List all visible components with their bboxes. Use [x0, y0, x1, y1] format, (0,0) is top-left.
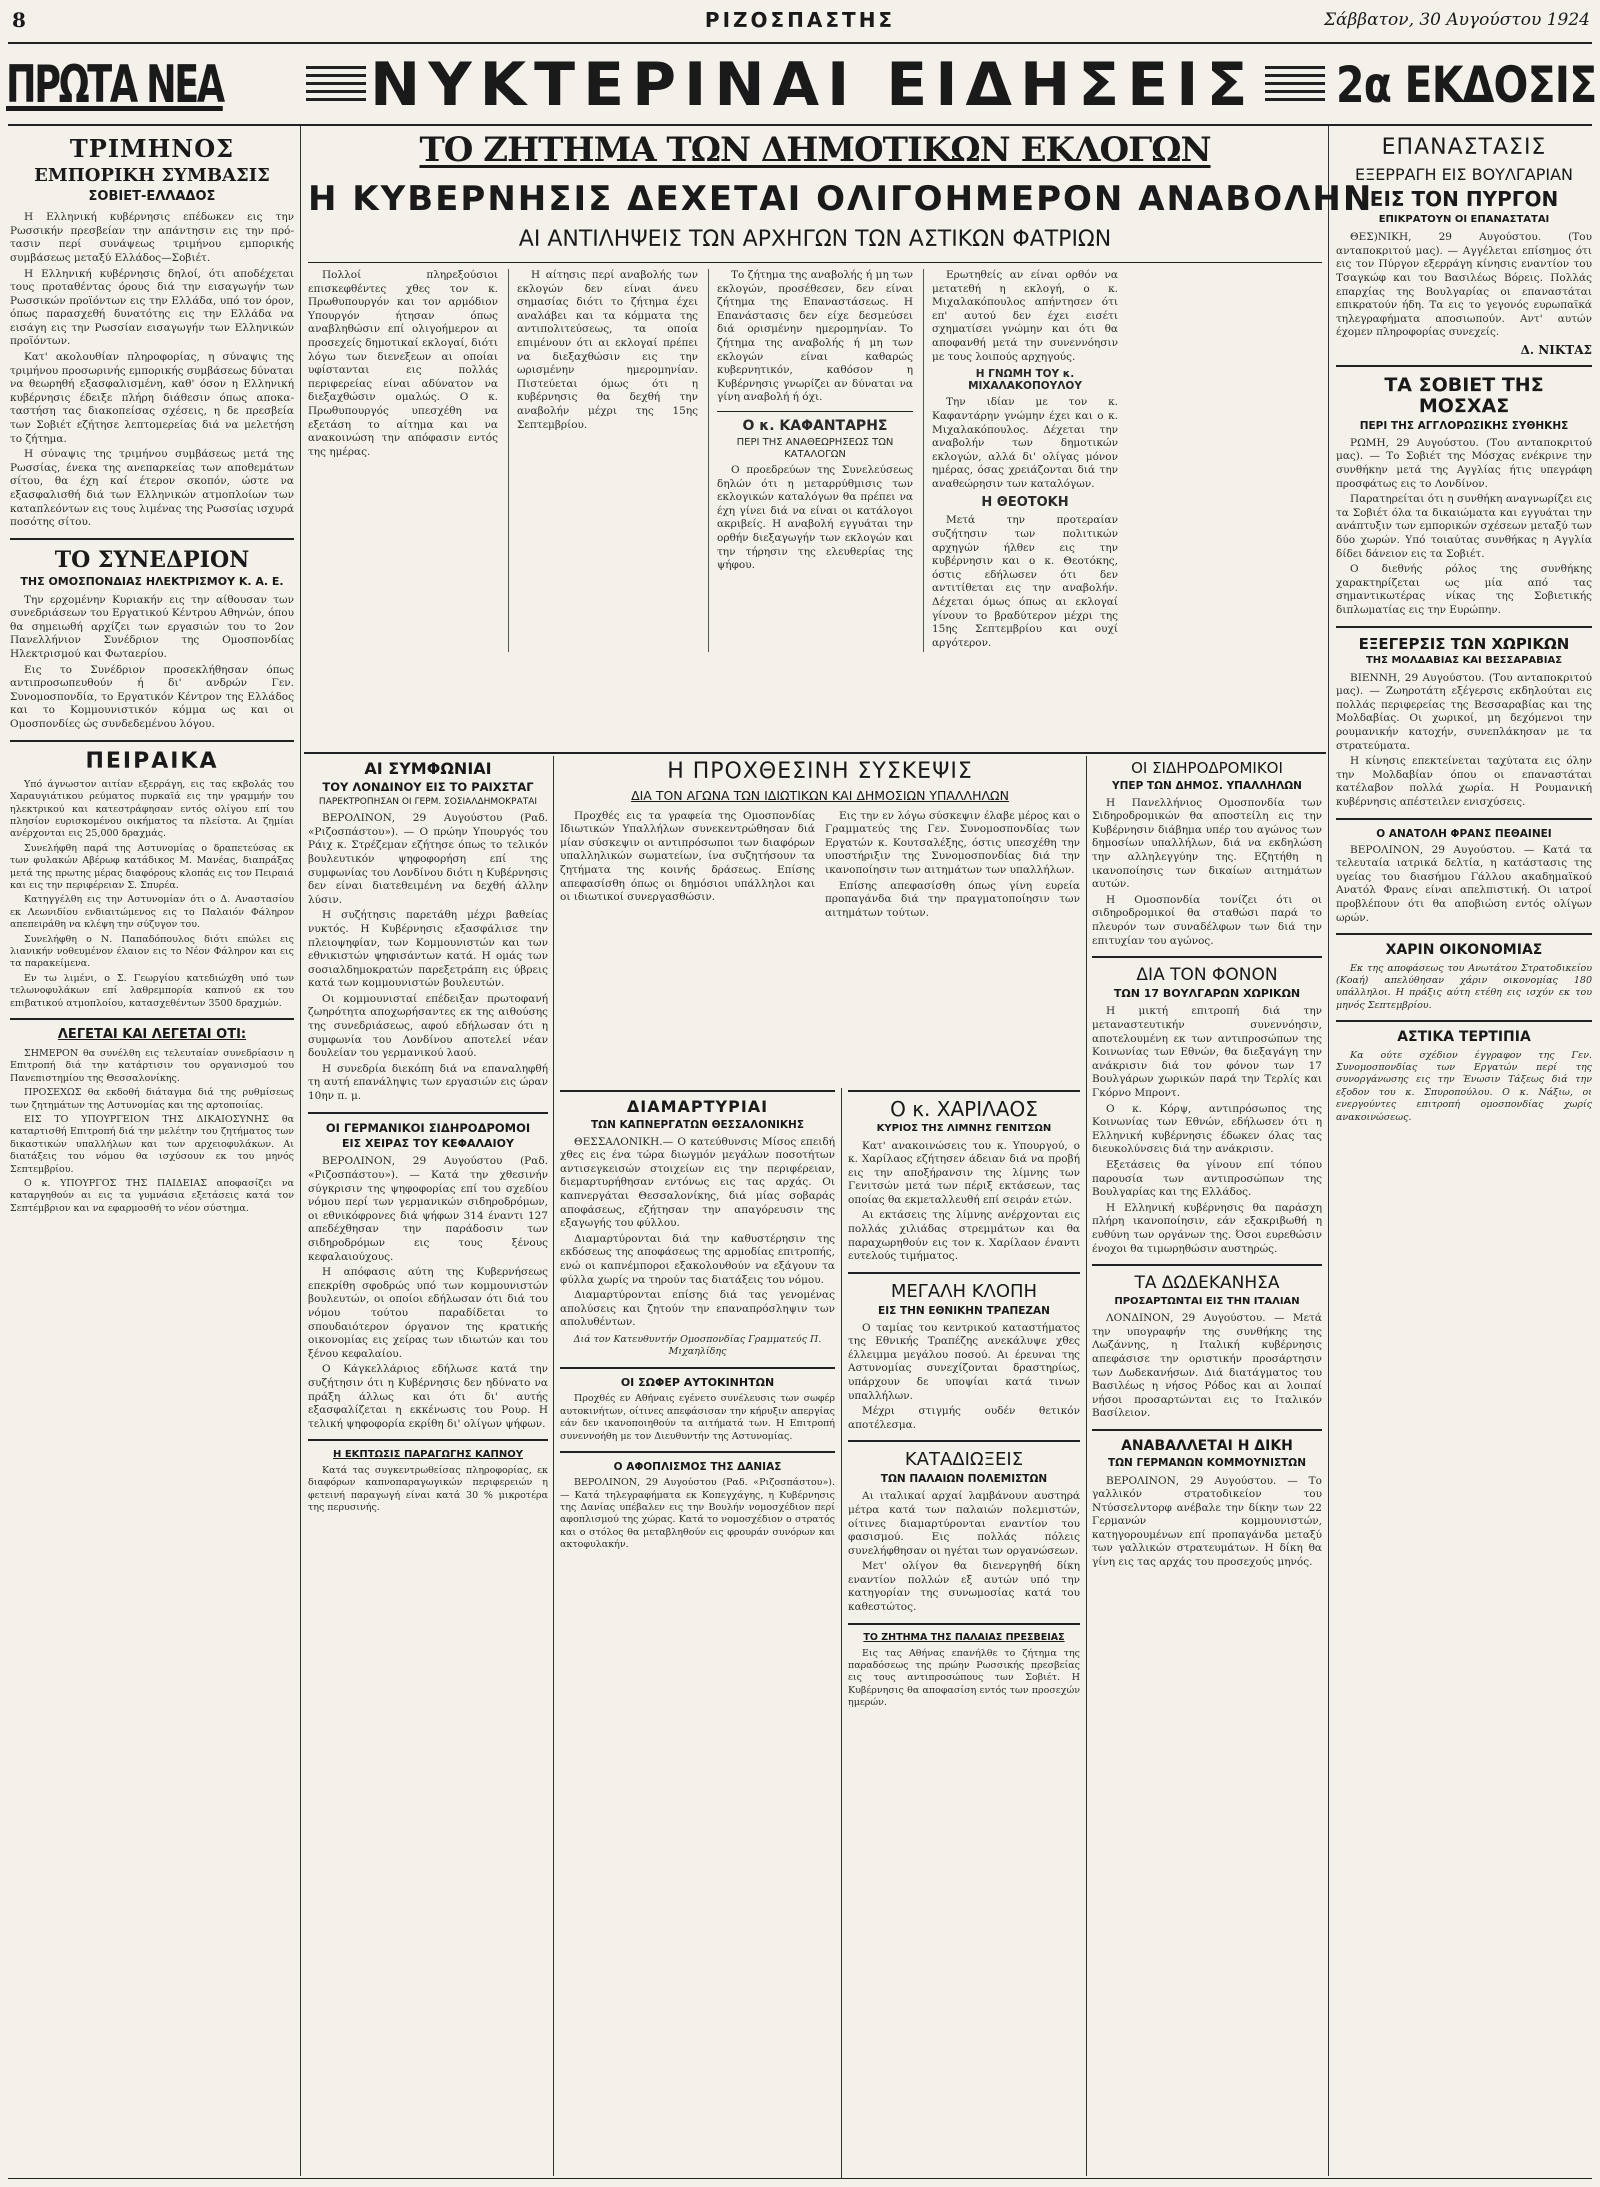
subheadline: ΑΙ ΑΝΤΙΛΗΨΕΙΣ ΤΩΝ ΑΡΧΗΓΩΝ ΤΩΝ ΑΣΤΙΚΩΝ ΦΑΤΡΙΩΝ	[518, 226, 1112, 252]
paragraph: Επίσης απεφασίσθη όπως γίνη ευρεία προπαγάνδα διά την πραγματοποίησιν των αιτημάτων τούτων.	[825, 879, 1080, 919]
banner-left: ΠΡΩΤΑ ΝΕΑ	[6, 55, 223, 115]
anatole-france-article	[1336, 828, 1592, 926]
subheadline: ΕΠΙΚΡΑΤΟΥΝ ΟΙ ΕΠΑΝΑΣΤΑΤΑΙ	[1378, 213, 1550, 225]
headline: ΤΑ ΔΩΔΕΚΑΝΗΣΑ	[1134, 1273, 1280, 1294]
headline: ΤΟ ΣΥΝΕΔΡΙΟΝ	[54, 546, 250, 573]
divider	[10, 538, 294, 540]
headline: Η ΠΡΟΧΘΕΣΙΝΗ ΣΥΣΚΕΨΙΣ	[667, 759, 973, 784]
paragraph: Η μικτή επιτροπή διά την μεταναστευτικήν συνεννόησιν, αποτελουμένη εκ των αντιπροσώπων της Κοινωνίας των Εθνών, θα διεξαγάγη την ανάκρισιν διά τον φόνον των 17 Βουλγάρων χωρικών παρά την Τερλίς και Γκόρνο Μπροντ.	[1092, 1005, 1322, 1099]
left-column	[10, 130, 294, 2180]
paragraph: Ο κ. Κόρψ, αντιπρόσωπος της Κοινωνίας των Εθνών, εδήλωσεν ότι η Ελληνική κυβέρνησις έδωκεν όλας τας διευκολύνσεις διά την ανάκρισιν.	[1092, 1102, 1322, 1156]
column-rule-1	[300, 126, 301, 2176]
top-story-rule	[304, 752, 1326, 754]
paragraph: ΒΕΡΟΛΙΝΟΝ, 29 Αυγούστου. — Το γαλλικόν στρατοδικείον του Ντύσσελντορφ ανέβαλε την δίκην των 22 Γερμανών κομμουνιστών, κατηγορουμένων επί προπαγάνδα μεταξύ των γαλλικών στρατευμάτων. Η δίκη θα γίνη εις τας αρχάς του προσεχούς μηνός.	[1092, 1474, 1322, 1569]
divider	[1092, 956, 1322, 958]
headline: ΕΙΣ ΤΟΝ ΠΥΡΓΟΝ	[1369, 186, 1559, 211]
paragraph: Εις το Συνέδριον προσεκλήθησαν όπως αντιπροσωπευθούν ή δι' ανδρών Γεν. Συνομοσπονδία, το Εργατικόν Κέντρον της Ελλάδος και το Κομμουνιστικόν κόμμα ως και οι Ομοσπονδίες ώς συνδεδεμένου λόγου.	[10, 663, 294, 730]
subheadline: ΤΩΝ ΚΑΠΝΕΡΓΑΤΩΝ ΘΕΣΣΑΛΟΝΙΚΗΣ	[591, 1118, 804, 1131]
paragraph: Η κίνησις επεκτείνεται ταχύτατα εις όλην την Μολδαβίαν όπου οι επαναστάται κατέλαβον πολλά χωρία. Η Ρουμανική κυβέρνησις απέστειλεν ενισχύσεις.	[1336, 755, 1592, 808]
subheadline: ΚΥΡΙΟΣ ΤΗΣ ΛΙΜΝΗΣ ΓΕΝΙΤΣΩΝ	[876, 1123, 1052, 1134]
divider	[308, 1439, 548, 1441]
civic-tricks-article	[1336, 1030, 1592, 1124]
piraeus-article	[10, 750, 294, 1011]
paragraph: Η συνεδρία διεκόπη διά να επαναληφθή τη αυτή επανάληψις των εργασιών εις ώραν 10ην π. μ.	[308, 1062, 548, 1103]
embassy-article	[848, 1633, 1080, 1710]
subheadline: ΔΙΑ ΤΟΝ ΑΓΩΝΑ ΤΩΝ ΙΔΙΩΤΙΚΩΝ ΚΑΙ ΔΗΜΟΣΙΩΝ ΥΠΑΛΛΗΛΩΝ	[631, 788, 1009, 804]
subheadline: ΤΩΝ ΓΕΡΜΑΝΩΝ ΚΟΜΜΟΥΝΙΣΤΩΝ	[1107, 1457, 1307, 1470]
headline: ΟΙ ΓΕΡΜΑΝΙΚΟΙ ΣΙΔΗΡΟΔΡΟΜΟΙ	[325, 1120, 531, 1135]
subheadline: ΤΗΣ ΜΟΛΔΑΒΙΑΣ ΚΑΙ ΒΕΣΣΑΡΑΒΙΑΣ	[1365, 655, 1563, 667]
denmark-article	[560, 1461, 835, 1552]
meeting-article	[560, 760, 1080, 1085]
divider	[1092, 1429, 1322, 1431]
divider	[848, 1272, 1080, 1274]
headline: ΤΟ ΖΗΤΗΜΑ ΤΩΝ ΔΗΜΟΤΙΚΩΝ ΕΚΛΟΓΩΝ	[419, 130, 1211, 170]
paragraph: Η συζήτησις παρετάθη μέχρι βαθείας νυκτός. Η Κυβέρνησις εξασφάλισε την πλειοψηφίαν, των Κομμουνιστών και των εθνικιστών ψηφισάντων κατά. Η ομάς των σοσιαλδημοκρατών παρεξετράπη εις ύβρεις κατά των κομμουνιστών βουλευτών.	[308, 909, 548, 990]
subheadline: ΠΕΡΙ ΤΗΣ ΑΓΓΛΟΡΩΣΙΚΗΣ ΣΥΘΗΚΗΣ	[1359, 419, 1569, 432]
divider	[717, 411, 913, 412]
paragraph: Η Ελληνική κυβέρνησις θα παράσχη πλήρη ικανοποίησιν, εάν εξακριβωθή η ευθύνη των οργάνων της. Όσοι ευρεθώσιν ένοχοι θα τιμωρηθώσιν αυστηρώς.	[1092, 1201, 1322, 1255]
paragraph: Εν τω λιμένι, ο Σ. Γεωργίου κατεδιώχθη υπό των τελωνοφυλάκων επί λαθρεμπορία καπνού εκ του επιβατικού ατμοπλοίου, κατασχεθέντων 3500 δραχμών.	[10, 972, 294, 1009]
paragraph: Κατά τας συγκεντρωθείσας πληροφορίας, εκ διαφόρων καπνοπαραγωγικών περιφερειών η φετεινή παραγωγή είναι κατά 30 % μικροτέρα της περυσινής.	[308, 1464, 548, 1514]
paragraph: Προχθές εν Αθήναις εγένετο συνέλευσις των σωφέρ αυτοκινήτων, οίτινες απεφάσισαν την κήρυξιν απεργίας εάν δεν ικανοποιηθούν τα αιτήματά των. Η Επιτροπή συνεννοήθη με τον Διευθυντήν της Αστυνομίας.	[560, 1393, 835, 1442]
headline: ΑΣΤΙΚΑ ΤΕΡΤΙΠΙΑ	[1397, 1029, 1531, 1046]
headline: ΤΑ ΣΟΒΙΕΤ ΤΗΣ ΜΟΣΧΑΣ	[1384, 374, 1544, 417]
headline: ΟΙ ΣΙΔΗΡΟΔΡΟΜΙΚΟΙ	[1131, 759, 1283, 777]
paragraph: ΒΕΡΟΛΙΝΟΝ, 29 Αυγούστου (Ραδ. «Ριζοσπάστου»). — Κατά τηλεγραφήματα εκ Κοπεγχάγης, η Κυβέρνησις της Δανίας υπέβαλεν εις την Βουλήν νομοσχέδιον περί αφοπλισμού της χώρας. Κατά το νομοσχέδιον ο στρατός και ο στόλος θα μεταβληθούν εις φρουράν συνόρων και ακτοφυλακήν.	[560, 1477, 835, 1551]
paragraph: Η Ελληνική κυβέρνησις δηλοί, ότι αποδέχεται τους προταθέντας όρους διά την εισαγωγήν των Ρωσσικών προϊόντων εις την Ελλάδα, υπό τον όρον, όπως παρασχεθή δυνατότης εις την Ελλάδα να εισάγη εις την Ρωσσίαν εισαγωγήν των Ελληνικών προϊόντων.	[10, 267, 294, 348]
paragraph: ΒΕΡΟΛΙΝΟΝ, 29 Αυγούστου (Ραδ. «Ριζοσπάστου»). — Ο πρώην Υπουργός του Ράιχ κ. Στρέζεμαν εζήτησε όπως το τελικόν βουλευτικόν ψηφοφορήση επί της συμφωνίας του Λονδίνου διότι η Κυβέρνησις δεν είναι διατεθειμένη να δεχθή άλλην λύσιν.	[308, 812, 548, 906]
banner-center: ΝΥΚΤΕΡΙΝΑΙ ΕΙΔΗΣΕΙΣ	[370, 50, 1256, 120]
headline: Η ΚΥΒΕΡΝΗΣΙΣ ΔΕΧΕΤΑΙ ΟΛΙΓΟΗΜΕΡΟΝ ΑΝΑΒΟΛΗΝ	[308, 179, 1374, 220]
paragraph: Η Ομοσπονδία τονίζει ότι οι σιδηροδρομικοί θα σταθώσι παρά το πλευρόν των συναδέλφων των διά την επιτυχίαν του αγώνος.	[1092, 893, 1322, 947]
subheadline: ΤΟΥ ΛΟΝΔΙΝΟΥ ΕΙΣ ΤΟ ΡΑΙΧΣΤΑΓ	[322, 779, 534, 794]
paragraph: ΒΕΡΟΛΙΝΟΝ, 29 Αυγούστου (Ραδ. «Ριζοσπάστου»). — Κατά την χθεσινήν σύγκρισιν της ψηφοφορίας επί του σχεδίου νόμου περί των γερμανικών σιδηροδρόμων, οι εθνικόφρονες διά ψήφων 314 έναντι 127 απεδέχθησαν την παράδοσιν των σιδηροδρόμων εις τους ξένους κεφαλαιούχους.	[308, 1155, 548, 1263]
paragraph: ΣΗΜΕΡΟΝ θα συνέλθη εις τελευταίαν συνεδρίασιν η Επιτροπή διά την κατάρτισιν του οργανισμού του Πανεπιστημίου της Θεσσαλονίκης.	[10, 1047, 294, 1084]
paragraph: Εκ της αποφάσεως του Ανωτάτου Στρατοδικείου (Κοαή) απελύθησαν χάριν οικονομίας 180 υπάλληλοι. Η πράξις αύτη ετέθη εις ισχύν εκ του μηνός Σεπτεμβρίου.	[1336, 962, 1592, 1011]
paragraph: Ο Κάγκελλάριος εδήλωσε κατά την συζήτησιν ότι η Κυβέρνησις δεν ηδύνατο να πράξη άλλως και ότι δι' αυτής εξασφαλίζεται η εκκένωσις του Ρουρ. Η τελική ψηφοφορία εκρίθη δι' ολίγων ψήφων.	[308, 1363, 548, 1430]
divider	[308, 1112, 548, 1114]
paragraph: Μέχρι στιγμής ουδέν θετικόν αποτέλεσμα.	[848, 1405, 1080, 1431]
paragraph: Η Πανελλήνιος Ομοσπονδία των Σιδηροδρομικών θα αποστείλη εις την Κυβέρνησιν διάβημα υπέρ του αγώνος των δημοσίων υπαλλήλων, διά να εκδηλώση την αλληλεγγύην της. Εζητήθη η ικανοποίησις των δικαίων αιτημάτων αυτών.	[1092, 796, 1322, 891]
paragraph: Διαμαρτύρονται επίσης διά τας γενομένας απολύσεις και ζητούν την επαναπρόσληψιν των απολυθέντων.	[560, 1289, 835, 1329]
paper-name: ΡΙΖΟΣΠΑΣΤΗΣ	[704, 8, 896, 32]
headline: Η ΕΚΠΤΩΣΙΣ ΠΑΡΑΓΩΓΗΣ ΚΑΠΝΟΥ	[332, 1449, 524, 1461]
divider	[560, 1367, 835, 1369]
divider	[848, 1090, 1080, 1092]
headline: Η ΘΕΟΤΟΚΗ	[981, 494, 1069, 510]
divider	[1092, 1264, 1322, 1266]
divider	[10, 1018, 294, 1020]
divider	[560, 1451, 835, 1453]
rumors-article	[10, 1028, 294, 1215]
subheadline: ΤΗΣ ΟΜΟΣΠΟΝΔΙΑΣ ΗΛΕΚΤΡΙΣΜΟΥ Κ. Α. Ε.	[20, 574, 284, 588]
paragraph: Η σύναψις της τριμήνου συμβάσεως μετά της Ρωσσίας, ένεκα της ανεπαρκείας των αποθεμάτων σίτου, θα έχη καί έτερον σκοπόν, ώστε να εξασφαλισθή διά των Ελληνικών ατμοπλοίων των καταπλεόντων εις τους λιμένας της Ρωσσίας ισχυρά ποσότης σίτου.	[10, 448, 294, 529]
headline: ΛΕΓΕΤΑΙ ΚΑΙ ΛΕΓΕΤΑΙ ΟΤΙ:	[57, 1027, 247, 1043]
divider	[848, 1440, 1080, 1442]
divider	[848, 1623, 1080, 1625]
paragraph: ΒΕΡΟΛΙΝΟΝ, 29 Αυγούστου. — Κατά τα τελευταία ιατρικά δελτία, η κατάστασις της υγείας του διασήμου Γάλλου ακαδημαϊκού Ανατόλ Φρανς είναι απελπιστική. Οι ιατροί προβλέπουν ότι θα αποβιώση εντός ολίγων ωρών.	[1336, 843, 1592, 924]
subheadline: ΠΡΟΣΑΡΤΩΝΤΑΙ ΕΙΣ ΤΗΝ ΙΤΑΛΙΑΝ	[1114, 1295, 1300, 1307]
headline: ΕΠΑΝΑΣΤΑΣΙΣ	[1381, 135, 1547, 160]
paragraph: Οι κομμουνισταί επέδειξαν πρωτοφανή ζωηρότητα αποχωρήσαντες εκ της αιθούσης της συνεδριάσεως, αφού εδήλωσαν ότι η συμφωνία του Λονδίνου αποτελεί νέαν δουλείαν του γερμανικού λαού.	[308, 992, 548, 1060]
german-railways-article	[308, 1122, 548, 1432]
subheadline: ΠΕΡΙ ΤΗΣ ΑΝΑΘΕΩΡΗΣΕΩΣ ΤΩΝ ΚΑΤΑΛΟΓΩΝ	[736, 437, 894, 460]
headline: Η ΓΝΩΜΗ ΤΟΥ κ. ΜΙΧΑΛΑΚΟΠΟΥΛΟΥ	[968, 368, 1082, 393]
paragraph: Προχθές εις τα γραφεία της Ομοσπονδίας Ιδιωτικών Υπαλλήλων συνεκεντρώθησαν διά μίαν σύσκεψιν οι αντιπρόσωποι των διαφόρων υπαλληλικών σωματείων, ίνα συζητήσουν τα ζητήματα της κοινής δράσεως. Επίσης απεφασίσθη όπως οι δημόσιοι υπάλληλοι και οι ιδιωτικοί συνεργασθώσιν.	[560, 809, 815, 904]
paragraph: Ερωτηθείς αν είναι ορθόν να μετατεθή η εκλογή, ο κ. Μιχαλακόπουλος απήντησεν ότι επ' αυτού δεν έχει εισέτι σχηματίσει γνώμην και ότι θα αποφανθή μετά την συνεννόησιν με τους λοιπούς αρχηγούς.	[932, 269, 1118, 363]
headline: ΑΙ ΣΥΜΦΩΝΙΑΙ	[364, 759, 492, 778]
congress-article	[10, 548, 294, 732]
story-column	[508, 269, 698, 652]
paragraph: Το ζήτημα της αναβολής ή μη των εκλογών, προσέθεσεν, δεν είναι ζήτημα της Επαναστάσεως. Η Επανάστασις δεν είχε δεσμεύσει διά ορισμένην ημερομηνίαν. Το ζήτημα της αναβολής ή μη των εκλογών είναι καθαρώς κυβερνητικόν, καθόσον η Κυβέρνησις γνωρίζει αν δύναται να γίνη αναβολή ή όχι.	[717, 269, 913, 404]
headline: ΤΟ ΖΗΤΗΜΑ ΤΗΣ ΠΑΛΑΙΑΣ ΠΡΕΣΒΕΙΑΣ	[863, 1631, 1065, 1643]
paragraph: ΛΟΝΔΙΝΟΝ, 29 Αυγούστου. — Μετά την υπογραφήν της συνθήκης της Λωζάννης, η Ιταλική κυβέρνησις απεφάσισε την οριστικήν προσάρτησιν των Δωδεκανήσων. Διά διατάγματος του Βασιλέως η νήσος Ρόδος και αι λοιπαί νήσοι προσαρτώνται εις το Ιταλικόν Βασίλειον.	[1092, 1312, 1322, 1420]
signature: Διά τον Κατευθυντήν Ομοσπονδίας Γραμματεύς Π. Μιχαηλίδης	[573, 1333, 822, 1358]
subheadline: ΣΟΒΙΕΤ-ΕΛΛΑΔΟΣ	[88, 189, 216, 205]
column-rule-d	[1086, 756, 1087, 2176]
column-rule-c	[841, 1088, 842, 2178]
paragraph: Εξετάσεις θα γίνουν επί τόπου παρουσία των αντιπροσώπων της Βουλγαρίας και της Ελλάδος.	[1092, 1158, 1322, 1199]
drivers-article	[560, 1377, 835, 1443]
paragraph: Διαμαρτύρονται διά την καθυστέρησιν της εκδόσεως της αποφάσεως της αρμοδίας επιτροπής, ενώ οι καπνέμποροι εξακολουθούν να εξάγουν τα φύλλα χωρίς να τηρούν τας διατάξεις του νόμου.	[560, 1232, 835, 1286]
subheadline: ΠΑΡΕΚΤΡΟΠΗΣΑΝ ΟΙ ΓΕΡΜ. ΣΟΣΙΑΛΔΗΜΟΚΡΑΤΑΙ	[318, 796, 538, 807]
bank-theft-article	[848, 1282, 1080, 1433]
headline: Ο κ. ΧΑΡΙΛΑΟΣ	[890, 1097, 1038, 1121]
column-rule-2	[1328, 126, 1329, 2176]
subheadline: ΕΙΣ ΧΕΙΡΑΣ ΤΟΥ ΚΕΦΑΛΑΙΟΥ	[342, 1136, 514, 1150]
paragraph: Εις την εν λόγω σύσκεψιν έλαβε μέρος και ο Γραμματεύς της Γεν. Συνομοσπονδίας των Εργατών κ. Κουτσαλέξης, όστις υπεσχέθη την υποστήριξιν της Συνομοσπονδίας διά την ικανοποίησιν των αιτημάτων των υπαλλήλων.	[825, 809, 1080, 876]
paragraph: Κατηγγέλθη εις την Αστυνομίαν ότι ο Δ. Αναστασίου εκ Λεωνιδίου ενδιαιτώμενος εις το Παλαιόν Φάληρον απεπειράθη να κλέψη την σύζυγον του.	[10, 894, 294, 931]
paragraph: Η αίτησις περί αναβολής των εκλογών δεν είναι άνευ σημασίας διότι το ζήτημα έχει αναλάβει και τα κόμματα της αντιπολιτεύσεως, τα οποία επιμένουν ότι αι εκλογαί πρέπει να διεξαχθώσιν εις την ωρισμένην ημερομηνίαν. Πιστεύεται όμως ότι η κυβέρνησις θα δεχθή την αναβολήν μέχρι της 15ης Σεπτεμβρίου.	[517, 269, 698, 431]
paragraph: Ο διεθνής ρόλος της συνθήκης χαρακτηρίζεται ως μία από τας σημαντικωτέρας νίκας της Σοβιετικής διπλωματίας εις την Ευρώπην.	[1336, 563, 1592, 616]
divider	[308, 262, 1322, 263]
right-column	[1336, 130, 1592, 2180]
paragraph: Εις τας Αθήνας επανήλθε το ζήτημα της παραδόσεως της πρώην Ρωσσικής πρεσβείας εις τους αντιπροσώπους των Σοβιέτ. Η Κυβέρνησις θα αποφασίση εντός των προσεχών ημερών.	[848, 1647, 1080, 1709]
divider	[1336, 626, 1592, 628]
subheadline: ΤΩΝ ΠΑΛΑΙΩΝ ΠΟΛΕΜΙΣΤΩΝ	[880, 1473, 1048, 1486]
paragraph: Κατ' ανακοινώσεις του κ. Υπουργού, ο κ. Χαρίλαος εζήτησεν άδειαν διά να προβή εις την αποξήρανσιν της λίμνης των Γενιτσών μετά των πέριξ εκτάσεων, τας οποίας θα εκμεταλλευθή επί σειράν ετών.	[848, 1139, 1080, 1206]
murder-article	[1092, 966, 1322, 1256]
divider	[10, 740, 294, 742]
paragraph: Υπό άγνωστον αιτίαν εξερράγη, εις τας εκβολάς του Χαραυγιάτικου ρεύματος πυρκαϊά εις την γραμμήν του ηλεκτρικού και κατεστράφησαν εντός ολίγου επί του πλησίον ευρισκομένου οικήματος τα πλείστα. Αι ζημίαι ανέρχονται εις 25,000 δραχμάς.	[10, 778, 294, 840]
paragraph: ΒΙΕΝΝΗ, 29 Αυγούστου. (Του ανταποκριτού μας). — Ζωηροτάτη εξέγερσις εκδηλούται εις πολλάς περιφερείας της Βεσσαραβίας και της Μολδαβίας. Οι χωρικοί, μη δεχόμενοι την ρουμανικήν κατοχήν, συνεπλάκησαν με τα στρατεύματα.	[1336, 671, 1592, 752]
divider	[1336, 933, 1592, 935]
tobacco-article	[308, 1449, 548, 1514]
moscow-soviet-article	[1336, 375, 1592, 618]
headline: ΔΙΑ ΤΟΝ ΦΟΝΟΝ	[1136, 965, 1278, 986]
paragraph: ΠΡΟΣΕΧΩΣ θα εκδοθή διάταγμα διά της ρυθμίσεως των ζητημάτων της Αστυνομίας και της αρτοποιίας.	[10, 1087, 294, 1111]
masthead-rule	[8, 42, 1592, 44]
trade-agreement-article	[10, 136, 294, 530]
paragraph: Παρατηρείται ότι η συνθήκη αναγνωρίζει εις τα Σοβιέτ όλα τα δικαιώματα και εγγυάται την ανάπτυξιν των εμπορικών σχέσεων μεταξύ των δύο χωρών. Υπό τοιαύτας συνθήκας η Αγγλία δίδει δάνειον εις τα Σοβιέτ.	[1336, 493, 1592, 560]
story-column	[923, 269, 1118, 652]
center-col-c	[560, 1090, 835, 2180]
trial-article	[1092, 1439, 1322, 1570]
headline: ΚΑΤΑΔΙΩΞΕΙΣ	[904, 1449, 1024, 1471]
story-column	[308, 269, 498, 652]
center-col-d	[848, 1090, 1080, 2180]
tobacco-workers-article	[560, 1098, 835, 1359]
paragraph: Μετά την προτεραίαν συζήτησιν των πολιτικών αρχηγών ήλθεν εις την κυβέρνησιν και ο κ. Θεοτόκης, όστις εδήλωσεν ότι δεν αντιτίθεται εις την αναβολήν. Δέχεται όμως όπως αι εκλογαί γίνουν το βραδύτερον μέχρι της 15ης Σεπτεμβρίου και ουχί αργότερον.	[932, 514, 1118, 649]
london-agreements-article	[308, 760, 548, 1104]
paragraph: Αι εκτάσεις της λίμνης ανέρχονται εις πολλάς χιλιάδας στρεμμάτων και θα παραχωρηθούν εις τον κ. Χαρίλαον έναντι ευτελούς τιμήματος.	[848, 1209, 1080, 1263]
byline: Δ. ΝΙΚΤΑΣ	[1520, 343, 1592, 358]
center-col-b	[308, 760, 548, 2180]
divider	[1336, 365, 1592, 367]
paragraph: ΘΕΣ)ΝΙΚΗ, 29 Αυγούστου. (Του ανταποκριτού μας). — Αγγέλεται επίσημος ότι εις τον Πύργον εξερράγη κίνησις εναντίον του Τσαγκώφ και του Βασιλέως Βόρεις. Πολλάς επαρχίας της Βουλγαρίας οι επαναστάται επικρατούν ήδη. Τα εις το γεγονός ευρωπαϊκά τηλεγραφήματα αποσιωπούν. Αντ' αυτών έχομεν πληροφορίας συνεχείς.	[1336, 231, 1592, 339]
paragraph: ΘΕΣΣΑΛΟΝΙΚΗ.— Ο κατεύθυνσις Μίσος επειδή χθες εις ένα τώρα διωγμόν μεγάλων ποσοτήτων αντισεγκεισών στοιχείων εις την περιφέρειαν, διεμαρτυρήθησαν εντόνως εις τας αρχάς. Οι καπνεργάται Θεσσαλονίκης, διά μίας σοβαράς αποφάσεως, εζήτησαν την απαγόρευσιν της εξαγωγής του φύλλου.	[560, 1135, 835, 1230]
divider	[1336, 1020, 1592, 1022]
economy-article	[1336, 943, 1592, 1012]
banner-right: 2α ΕΚΔΟΣΙΣ	[1336, 56, 1597, 114]
paragraph: Την ερχομένην Κυριακήν εις την αίθουσαν των συνεδριάσεων του Εργατικού Κέντρου Αθηνών, όπου θα σημειωθή αρχίζει των εργασιών του το 2ον Πανελλήνιον Συνέδριον της Ομοσπονδίας Ηλεκτρισμού και Φωταερίου.	[10, 593, 294, 660]
headline: ΜΕΓΑΛΗ ΚΛΟΠΗ	[890, 1280, 1038, 1302]
center-col-e	[1092, 760, 1322, 2180]
subheadline: ΤΩΝ 17 ΒΟΥΛΓΑΡΩΝ ΧΩΡΙΚΩΝ	[1113, 986, 1301, 1000]
paragraph: Μετ' ολίγον θα διενεργηθή δίκη εναντίον πολλών εξ αυτών υπό την κατηγορίαν της συνωμοσίας κατά του καθεστώτος.	[848, 1560, 1080, 1614]
story-column	[708, 269, 913, 652]
headline: Ο κ. ΚΑΦΑΝΤΑΡΗΣ	[742, 418, 888, 435]
paragraph: Την ιδίαν με τον κ. Καφαντάρην γνώμην έχει και ο κ. Μιχαλακόπουλος. Δέχεται την αναβολήν των δημοτικών εκλογών, αλλά δι' ολίγας μόνον ημέρας, όσας χρειάζονται διά την αναθεώρησιν των καταλόγων.	[932, 396, 1118, 490]
paragraph: Συνελήφθη παρά της Αστυνομίας ο δραπετεύσας εκ των φυλακών Αβέρωφ κατάδικος Μ. Μανέας, διαπράξας μετά της πρωτης μέρας διαφόρους κλοπάς εις τον Πειραιά και εις την περιφέρειαν Σ. Σπυρέα.	[10, 842, 294, 891]
paragraph: ΡΩΜΗ, 29 Αυγούστου. (Του ανταποκριτού μας). — Το Σοβιέτ της Μόσχας ενέκρινε την συνθήκην μετά της Αγγλίας ήτις υπεγράφη προσφάτως εις το Λονδίνον.	[1336, 436, 1592, 490]
paragraph: ΕΙΣ ΤΟ ΥΠΟΥΡΓΕΙΟΝ ΤΗΣ ΔΙΚΑΙΟΣΥΝΗΣ θα καταρτισθή Επιτροπή διά την μελέτην του ζητήματος των δικαστικών υπαλλήλων και των αρχειοφυλάκων. Αι διατάξεις του νόμου θα ισχύσουν εκ του μηνός Σεπτεμβρίου.	[10, 1114, 294, 1175]
subheadline: ΥΠΕΡ ΤΩΝ ΔΗΜΟΣ. ΥΠΑΛΛΗΛΩΝ	[1112, 779, 1302, 792]
paragraph: Κατ' ακολουθίαν πληροφορίας, η σύναψις της τριμήνου προσωρινής εμπορικής συμβάσεως δύναται να θεωρηθή εξασφαλισμένη, καθ' όσον η Ελληνική κυβέρνησις έδειξε πλήρη διάθεσιν όπως αποκαταστήση τας διακοπείσας σχέσεις, η δε πρεσβεία των Σοβιέτ εζήτησε λεπτομερείας διά να μελετήση το ζήτημα.	[10, 351, 294, 445]
paragraph: Η Ελληνική κυβέρνησις επέδωκεν εις την Ρωσσικήν πρεσβείαν την απάντησιν εις την πρότασιν περί συνάψεως τριμήνου εμπορικής συμβάσεως μεταξύ Ελλάδος—Σοβιέτ.	[10, 211, 294, 264]
issue-date: Σάββατον, 30 Αυγούστου 1924	[1323, 10, 1590, 30]
paragraph: Η απόφασις αύτη της Κυβερνήσεως επεκρίθη σφοδρώς υπό των κομμουνιστών βουλευτών, οι οποίοι εδήλωσαν ότι διά του νόμου τούτου παραδίδεται το σπουδαιότερον όργανον της κρατικής οικονομίας εις χείρας των ιδιωτών και του ξένου κεφαλαίου.	[308, 1266, 548, 1360]
paragraph: Συνελήφθη ο Ν. Παπαδόπουλος διότι επώλει εις λιανικήν νοθευμένον έλαιον εις το Νέον Φάληρον και εις τα παρακείμενα.	[10, 933, 294, 970]
paragraph: Πολλοί πληρεξούσιοι επισκεφθέντες χθες τον κ. Πρωθυπουργόν και τον αρμόδιον Υπουργόν ήτησαν όπως αναβληθώσιν επί ολιγοήμερον αι προσεχείς δημοτικαί εκλογαί, διότι λόγω των διενεξεων αι οποίαι υφίστανται εις πολλάς περιφερείας είναι αδύνατον να διεξαχθώσιν ομαλώς. Ο κ. Πρωθυπουργός υπεσχέθη να εξετάση το αίτημα και να ανακοινώση την απόφασιν εντός της ημέρας.	[308, 269, 498, 458]
chariloas-article	[848, 1098, 1080, 1264]
divider	[1336, 818, 1592, 820]
headline: ΠΕΙΡΑΙΚΑ	[85, 748, 219, 774]
peasant-uprising-article	[1336, 636, 1592, 810]
headline: ΟΙ ΣΩΦΕΡ ΑΥΤΟΚΙΝΗΤΩΝ	[620, 1375, 775, 1389]
subheadline: ΕΙΣ ΤΗΝ ΕΘΝΙΚΗΝ ΤΡΑΠΕΖΑΝ	[878, 1304, 1050, 1317]
revolution-article	[1336, 136, 1592, 357]
municipal-elections-article	[308, 130, 1374, 750]
page-number: 8	[12, 8, 26, 32]
headline: ΔΙΑΜΑΡΤΥΡΙΑΙ	[626, 1097, 769, 1116]
bottom-rule	[8, 2178, 1592, 2179]
banner-rule	[8, 124, 1592, 126]
banner-deco-left	[306, 66, 366, 104]
paragraph: Ο ταμίας του κεντρικού καταστήματος της Εθνικής Τραπέζης ανεκάλυψε χθες έλλειμμα μεγάλου ποσού. Αι έρευναι της Αστυνομίας συνεχίζονται δραστηρίως, υπάρχουν δε υποψίαι κατά τινων υπαλλήλων.	[848, 1321, 1080, 1402]
headline: ΕΜΠΟΡΙΚΗ ΣΥΜΒΑΣΙΣ	[34, 165, 270, 187]
dodecanese-article	[1092, 1274, 1322, 1421]
headline: Ο ΑΦΟΠΛΙΣΜΟΣ ΤΗΣ ΔΑΝΙΑΣ	[613, 1461, 782, 1474]
paragraph: Ο κ. ΥΠΟΥΡΓΟΣ ΤΗΣ ΠΑΙΔΕΙΑΣ αποφασίζει να καταργηθούν αι εις τα γυμνάσια εξετάσεις κατά τον Σεπτέμβριον και να εφαρμοσθή το νέον σύστημα.	[10, 1178, 294, 1214]
headline: ΧΑΡΙΝ ΟΙΚΟΝΟΜΙΑΣ	[1385, 942, 1543, 959]
persecutions-article	[848, 1450, 1080, 1614]
divider	[560, 1090, 835, 1092]
headline: ΕΞΕΓΕΡΣΙΣ ΤΩΝ ΧΩΡΙΚΩΝ	[1358, 634, 1570, 653]
banner-deco-right	[1265, 66, 1325, 104]
railway-workers-article	[1092, 760, 1322, 948]
paragraph: Ο προεδρεύων της Συνελεύσεως δηλών ότι η μεταρρύθμισις των εκλογικών καταλόγων θα πρέπει να έχη γίνει διά να είναι οι κατάλογοι ακριβείς. Η αναβολή εγγυάται την ορθήν διεξαγωγήν των εκλογών και την τήρησιν της ελευθερίας της ψήφου.	[717, 464, 913, 572]
headline: ΑΝΑΒΑΛΛΕΤΑΙ Η ΔΙΚΗ	[1121, 1438, 1293, 1455]
headline: ΕΞΕΡΡΑΓΗ ΕΙΣ ΒΟΥΛΓΑΡΙΑΝ	[1354, 165, 1574, 185]
paragraph: Κα ούτε σχέδιον έγγραφον της Γεν. Συνομοσπονδίας των Εργατών περί της συνοργάνωσης εις την Ένωσιν Τάξεως διά την εξοδον του κ. Σπυροπούλου. Ο κ. Νάξιω, οι ενεργούντες επιτροπή ομοσπονδίας χωρίς ανακοινώσεως.	[1336, 1049, 1592, 1123]
column-rule-b	[553, 756, 554, 2176]
headline: ΤΡΙΜΗΝΟΣ	[69, 134, 235, 163]
paragraph: Αι ιταλικαί αρχαί λαμβάνουν αυστηρά μέτρα κατά των παλαιών πολεμιστών, οίτινες διαμαρτύρονται εναντίον του φασισμού. Εις πολλάς πόλεις συνελήφθησαν οι ηγέται των οργανώσεων.	[848, 1490, 1080, 1557]
headline: Ο ΑΝΑΤΟΛΗ ΦΡΑΝΣ ΠΕΘΑΙΝΕΙ	[1376, 827, 1552, 840]
